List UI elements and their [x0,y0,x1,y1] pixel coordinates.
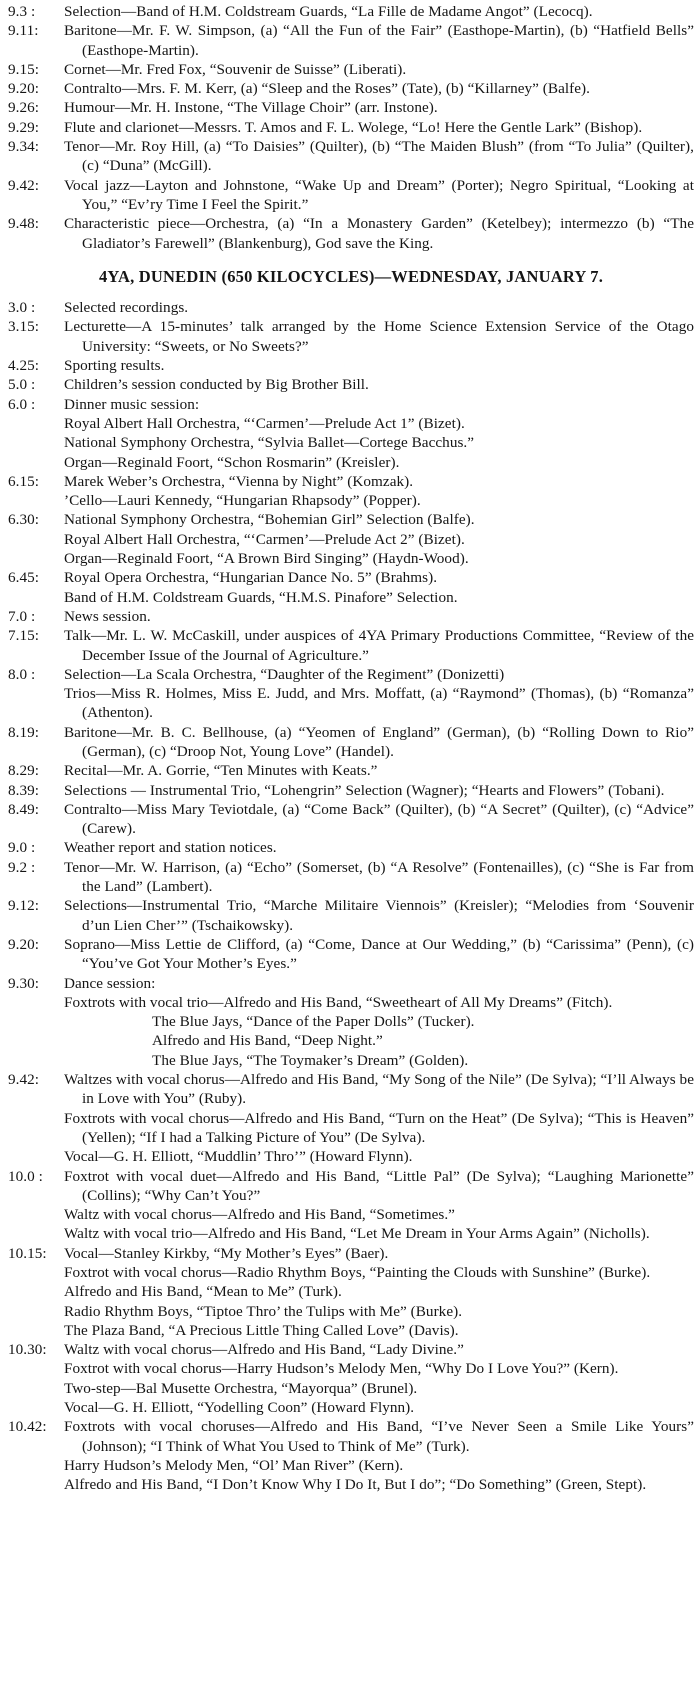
programme-entry [8,60,694,79]
entry-time: 8.0 : [8,665,36,683]
entry-line: Contralto—Mrs. F. M. Kerr, (a) “Sleep and the Roses” (Tate), (b) “Killarney” (Balfe). [64,80,590,98]
entry-time: 9.15: [8,60,40,78]
programme-entry [8,800,694,839]
entry-time: 8.29: [8,762,40,780]
entry-line: Harry Hudson’s Melody Men, “Ol’ Man River” (Kern). [64,1456,404,1474]
entry-time: 8.39: [8,781,40,799]
entry-time: 10.30: [8,1341,47,1359]
entry-line: Selections—Instrumental Trio, “Marche Militaire Viennois” (Kreisler); “Melodies from ‘Souvenir d’un Lien Cher’” (Tschaikowsky). [64,897,694,934]
entry-line: Baritone—Mr. F. W. Simpson, (a) “All the Fun of the Fair” (Easthope-Martin), (b) “Hatfield Bells” (Easthope-Martin). [64,22,694,59]
programme-entry [8,1417,694,1494]
entry-line: Baritone—Mr. B. C. Bellhouse, (a) “Yeomen of England” (German), (b) “Rolling Down to Rio” (German), (c) “Droop Not, Young Love” (Handel). [64,723,694,760]
entry-time: 10.42: [8,1418,47,1436]
entry-line: Recital—Mr. A. Gorrie, “Ten Minutes with Keats.” [64,762,378,780]
entry-line: Talk—Mr. L. W. McCaskill, under auspices of 4YA Primary Productions Committee, “Review of the December Issue of the Journal of Agriculture.” [64,627,694,664]
entry-line: Foxtrot with vocal duet—Alfredo and His Band, “Little Pal” (De Sylva); “Laughing Marionette” (Collins); “Why Can’t You?” [64,1167,694,1204]
entry-line: Dinner music session: [64,395,200,413]
entry-time: 8.49: [8,800,40,818]
entry-time: 9.2 : [8,858,36,876]
entry-time: 9.20: [8,80,40,98]
programme-entry [8,858,694,897]
entry-time: 9.34: [8,138,40,156]
entry-line: Flute and clarionet—Messrs. T. Amos and F. L. Wolege, “Lo! Here the Gentle Lark” (Bishop). [64,118,643,136]
entry-line: Foxtrots with vocal chorus—Alfredo and His Band, “Turn on the Heat” (De Sylva); “This is Heaven” (Yellen); “If I had a Talking Picture of You” (De Sylva). [64,1109,694,1146]
entry-line: Royal Albert Hall Orchestra, “‘Carmen’—Prelude Act 1” (Bizet). [64,414,465,432]
programme-entry [8,21,694,60]
programme-entry [8,510,694,568]
entry-line: Trios—Miss R. Holmes, Miss E. Judd, and Mrs. Moffatt, (a) “Raymond” (Thomas), (b) “Romanza” (Athenton). [64,685,694,722]
entry-time: 8.19: [8,723,40,741]
programme-entry [8,356,694,375]
programme-entry [8,1244,694,1340]
entry-line: Waltz with vocal chorus—Alfredo and His Band, “Sometimes.” [64,1206,455,1224]
entry-time: 9.29: [8,118,40,136]
entry-time: 4.25: [8,357,40,375]
entry-time: 10.15: [8,1244,47,1262]
programme-entry [8,2,694,21]
programme-entry [8,118,694,137]
entry-line: Vocal—Stanley Kirkby, “My Mother’s Eyes” (Baer). [64,1244,389,1262]
entry-time: 9.3 : [8,3,36,20]
entry-line: Foxtrots with vocal choruses—Alfredo and His Band, “I’ve Never Seen a Smile Like Yours” (Johnson); “I Think of What You Used to Think of Me” (Turk). [64,1418,694,1455]
entry-line: Marek Weber’s Orchestra, “Vienna by Night” (Komzak). [64,472,414,490]
programme-entry [8,298,694,317]
entry-time: 3.0 : [8,299,36,317]
entry-line: National Symphony Orchestra, “Sylvia Ballet—Cortege Bacchus.” [64,434,475,452]
entry-line: Children’s session conducted by Big Brother Bill. [64,376,369,394]
programme-entry [8,607,694,626]
entry-line: Waltz with vocal chorus—Alfredo and His Band, “Lady Divine.” [64,1341,464,1359]
entry-time: 5.0 : [8,376,36,394]
programme-entry [8,896,694,935]
entry-line: Tenor—Mr. W. Harrison, (a) “Echo” (Somerset, (b) “A Resolve” (Fontenailles), (c) “She is Far from the Land” (Lambert). [64,858,694,896]
entry-line: Organ—Reginald Foort, “Schon Rosmarin” (Kreisler). [64,453,400,471]
programme-entry [8,98,694,117]
programme-entry [8,781,694,800]
entry-line: Band of H.M. Coldstream Guards, “H.M.S. Pinafore” Selection. [64,588,458,606]
programme-entry [8,568,694,607]
entry-line: Selected recordings. [64,299,189,317]
entry-line: Vocal—G. H. Elliott, “Yodelling Coon” (Howard Flynn). [64,1399,415,1417]
entry-line: The Blue Jays, “Dance of the Paper Dolls” (Tucker). [152,1013,475,1031]
entry-time: 9.26: [8,99,40,117]
programme-entry [8,1167,694,1244]
entry-line: Selection—La Scala Orchestra, “Daughter of the Regiment” (Donizetti) [64,665,505,683]
entry-line: Foxtrots with vocal trio—Alfredo and His Band, “Sweetheart of All My Dreams” (Fitch). [64,993,613,1011]
programme-entry [8,665,694,723]
entry-time: 7.15: [8,627,40,645]
entry-time: 9.42: [8,176,40,194]
entry-time: 6.30: [8,511,40,529]
programme-entry [8,395,694,472]
programme-entry [8,472,694,511]
entry-line: Royal Opera Orchestra, “Hungarian Dance No. 5” (Brahms). [64,569,438,587]
programme-section-late [8,1070,694,1495]
programme-entry [8,214,694,253]
entry-line: The Plaza Band, “A Precious Little Thing Called Love” (Davis). [64,1321,459,1339]
programme-entry-dance [8,974,694,1070]
entry-line: Waltzes with vocal chorus—Alfredo and His Band, “My Song of the Nile” (De Sylva); “I’ll Always be in Love with You” (Ruby). [64,1071,694,1108]
entry-line: Dance session: [64,974,156,992]
entry-time: 10.0 : [8,1167,43,1185]
entry-line: Cornet—Mr. Fred Fox, “Souvenir de Suisse” (Liberati). [64,60,407,78]
entry-line: Vocal—G. H. Elliott, “Muddlin’ Thro’” (Howard Flynn). [64,1148,413,1166]
entry-line: ’Cello—Lauri Kennedy, “Hungarian Rhapsody” (Popper). [64,492,421,510]
entry-line: Foxtrot with vocal chorus—Harry Hudson’s Melody Men, “Why Do I Love You?” (Kern). [64,1360,619,1378]
entry-time: 9.30: [8,974,40,992]
entry-line: Tenor—Mr. Roy Hill, (a) “To Daisies” (Quilter), (b) “The Maiden Blush” (from “To Julia” (Quilter), (c) “Duna” (McGill). [64,138,694,175]
entry-line: Contralto—Miss Mary Teviotdale, (a) “Come Back” (Quilter), (b) “A Secret” (Quilter), (c) “Advice” (Carew). [64,800,694,838]
entry-line: Selections — Instrumental Trio, “Lohengrin” Selection (Wagner); “Hearts and Flowers” (Tobani). [64,781,665,799]
entry-time: 9.11: [8,22,39,40]
entry-line: National Symphony Orchestra, “Bohemian Girl” Selection (Balfe). [64,511,475,529]
programme-entry [8,375,694,394]
programme-entry [8,761,694,780]
entry-line: Organ—Reginald Foort, “A Brown Bird Singing” (Haydn-Wood). [64,550,469,568]
entry-time: 3.15: [8,318,40,336]
programme-section-top [8,2,694,253]
entry-line: Sporting results. [64,357,165,375]
programme-section-main [8,298,694,973]
entry-line: Selection—Band of H.M. Coldstream Guards, “La Fille de Madame Angot” (Lecocq). [64,3,593,20]
entry-line: Alfredo and His Band, “Mean to Me” (Turk). [64,1283,342,1301]
entry-line: Humour—Mr. H. Instone, “The Village Choir” (arr. Instone). [64,99,438,117]
entry-time: 9.48: [8,215,40,233]
entry-line: Royal Albert Hall Orchestra, “‘Carmen’—Prelude Act 2” (Bizet). [64,530,465,548]
entry-time: 9.0 : [8,839,36,857]
entry-time: 6.45: [8,569,40,587]
programme-entry [8,176,694,215]
programme-entry [8,317,694,356]
station-heading: 4YA, DUNEDIN (650 KILOCYCLES)—WEDNESDAY, JANUARY 7. [98,266,604,286]
entry-line: The Blue Jays, “The Toymaker’s Dream” (Golden). [152,1051,469,1069]
programme-entry [8,137,694,176]
entry-line: Foxtrot with vocal chorus—Radio Rhythm Boys, “Painting the Clouds with Sunshine” (Burke). [64,1264,651,1281]
entry-line: Waltz with vocal trio—Alfredo and His Band, “Let Me Dream in Your Arms Again” (Nicholls). [64,1225,650,1243]
entry-line: Alfredo and His Band, “Deep Night.” [152,1032,383,1050]
programme-entry [8,723,694,762]
entry-time: 9.42: [8,1071,40,1089]
entry-line: Lecturette—A 15-minutes’ talk arranged by the Home Science Extension Service of the Otago University: “Sweets, or No Sweets?” [64,318,694,355]
programme-entry [8,935,694,974]
entry-line: Soprano—Miss Lettie de Clifford, (a) “Come, Dance at Our Wedding,” (b) “Carissima” (Penn), (c) “You’ve Got Your Mother’s Eyes.” [64,935,694,973]
programme-entry [8,838,694,857]
entry-line: Two-step—Bal Musette Orchestra, “Mayorqua” (Brunel). [64,1379,418,1397]
programme-entry [8,626,694,665]
entry-line: Alfredo and His Band, “I Don’t Know Why I Do It, But I do”; “Do Something” (Green, Stept). [64,1476,647,1494]
entry-line: News session. [64,607,151,625]
entry-time: 7.0 : [8,607,36,625]
entry-line: Characteristic piece—Orchestra, (a) “In a Monastery Garden” (Ketelbey); intermezzo (b) “The Gladiator’s Farewell” (Blankenburg), God save the King. [64,215,694,252]
entry-time: 6.15: [8,472,40,490]
entry-time: 6.0 : [8,395,36,413]
entry-time: 9.20: [8,935,40,953]
entry-line: Radio Rhythm Boys, “Tiptoe Thro’ the Tulips with Me” (Burke). [64,1302,463,1320]
dance-sub-list [64,1012,694,1070]
entry-line: Vocal jazz—Layton and Johnstone, “Wake Up and Dream” (Porter); Negro Spiritual, “Looking at You,” “Ev’ry Time I Feel the Spirit.” [64,176,694,213]
programme-entry [8,79,694,98]
entry-line: Weather report and station notices. [64,839,277,857]
entry-time: 9.12: [8,897,40,915]
programme-entry [8,1340,694,1417]
programme-entry [8,1070,694,1166]
